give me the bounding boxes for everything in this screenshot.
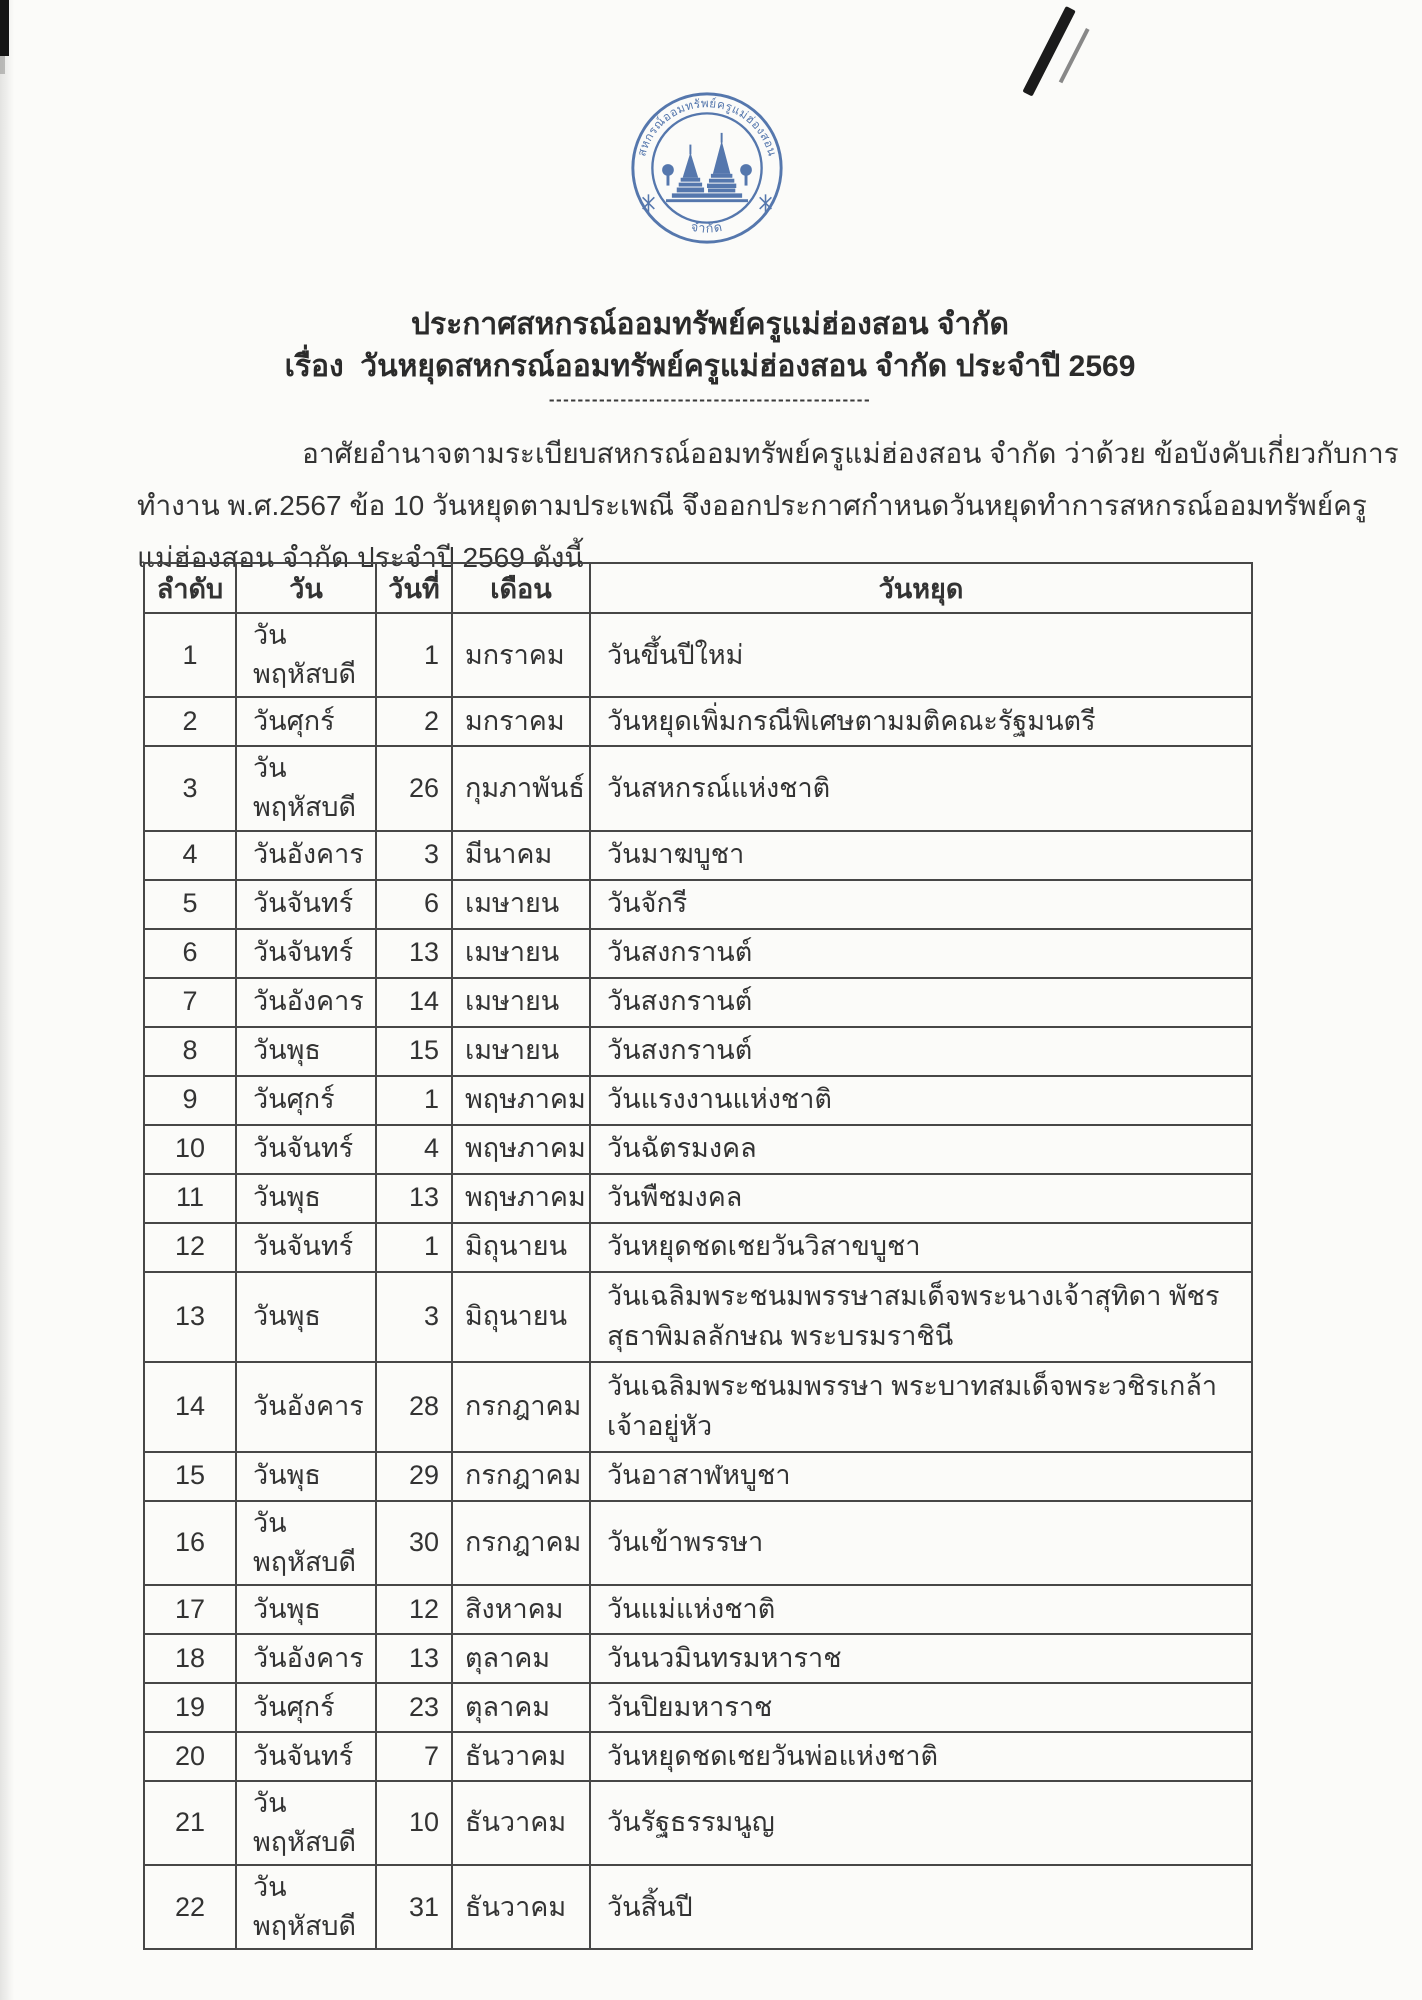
cell-date: 3 <box>376 1272 452 1362</box>
table-row <box>144 1027 1252 1076</box>
cell-holiday: วันเฉลิมพระชนมพรรษาสมเด็จพระนางเจ้าสุทิดา พัชรสุธาพิมลลักษณ พระบรมราชินี <box>590 1272 1252 1362</box>
cell-month: พฤษภาคม <box>452 1125 590 1174</box>
cell-month: พฤษภาคม <box>452 1174 590 1223</box>
cell-holiday: วันหยุดเพิ่มกรณีพิเศษตามมติคณะรัฐมนตรี <box>590 697 1252 746</box>
table-row <box>144 613 1252 697</box>
cooperative-seal-logo <box>627 86 787 250</box>
cell-day: วันพฤหัสบดี <box>236 613 376 697</box>
cell-day: วันพฤหัสบดี <box>236 1865 376 1949</box>
cell-seq: 20 <box>144 1732 236 1781</box>
cell-seq: 7 <box>144 978 236 1027</box>
cell-holiday: วันแม่แห่งชาติ <box>590 1585 1252 1634</box>
cell-seq: 9 <box>144 1076 236 1125</box>
cell-month: กรกฎาคม <box>452 1362 590 1452</box>
cell-day: วันศุกร์ <box>236 1683 376 1732</box>
cell-day: วันพฤหัสบดี <box>236 746 376 830</box>
body-line: แม่ฮ่องสอน จำกัด ประจำปี 2569 ดังนี้ <box>137 542 584 573</box>
cell-day: วันจันทร์ <box>236 929 376 978</box>
cell-holiday: วันปิยมหาราช <box>590 1683 1252 1732</box>
announcement-subject: เรื่อง วันหยุดสหกรณ์ออมทรัพย์ครูแม่ฮ่องสอน จำกัด ประจำปี 2569 <box>284 350 1136 383</box>
cell-holiday: วันหยุดชดเชยวันพ่อแห่งชาติ <box>590 1732 1252 1781</box>
cell-holiday: วันมาฆบูชา <box>590 831 1252 880</box>
header-day: วัน <box>236 563 376 613</box>
page-fold-mark-thin <box>1059 28 1090 83</box>
cell-date: 13 <box>376 1634 452 1683</box>
table-row <box>144 1634 1252 1683</box>
cell-date: 29 <box>376 1452 452 1501</box>
header-row <box>144 563 1252 613</box>
cell-holiday: วันสิ้นปี <box>590 1865 1252 1949</box>
dashed-divider: --------------------------------------------- <box>548 390 872 409</box>
scan-edge-shadow <box>0 0 14 2000</box>
cell-date: 1 <box>376 1223 452 1272</box>
cell-day: วันพุธ <box>236 1174 376 1223</box>
table-row <box>144 697 1252 746</box>
cell-seq: 8 <box>144 1027 236 1076</box>
cell-month: ตุลาคม <box>452 1683 590 1732</box>
cell-date: 13 <box>376 1174 452 1223</box>
table-row <box>144 1865 1252 1949</box>
cell-date: 15 <box>376 1027 452 1076</box>
cell-month: สิงหาคม <box>452 1585 590 1634</box>
cell-day: วันอังคาร <box>236 978 376 1027</box>
cell-date: 3 <box>376 831 452 880</box>
cell-date: 1 <box>376 613 452 697</box>
cell-month: มีนาคม <box>452 831 590 880</box>
cell-holiday: วันจักรี <box>590 880 1252 929</box>
cell-day: วันพฤหัสบดี <box>236 1781 376 1865</box>
cell-day: วันจันทร์ <box>236 880 376 929</box>
cell-day: วันจันทร์ <box>236 1732 376 1781</box>
cell-month: ตุลาคม <box>452 1634 590 1683</box>
cell-seq: 13 <box>144 1272 236 1362</box>
cell-month: มิถุนายน <box>452 1272 590 1362</box>
cell-holiday: วันฉัตรมงคล <box>590 1125 1252 1174</box>
cell-holiday: วันสหกรณ์แห่งชาติ <box>590 746 1252 830</box>
cell-month: ธันวาคม <box>452 1781 590 1865</box>
cell-month: เมษายน <box>452 1027 590 1076</box>
cell-seq: 6 <box>144 929 236 978</box>
scan-corner-artifact-light <box>0 56 5 74</box>
announcement-title: ประกาศสหกรณ์ออมทรัพย์ครูแม่ฮ่องสอน จำกัด <box>410 308 1010 341</box>
table-row <box>144 1174 1252 1223</box>
cell-day: วันอังคาร <box>236 831 376 880</box>
header-holiday: วันหยุด <box>590 563 1252 613</box>
cell-month: มกราคม <box>452 613 590 697</box>
page-fold-mark <box>1022 6 1075 97</box>
header-date: วันที่ <box>376 563 452 613</box>
cell-seq: 5 <box>144 880 236 929</box>
cell-month: กุมภาพันธ์ <box>452 746 590 830</box>
seal-pagoda-art <box>662 133 752 202</box>
table-row <box>144 1223 1252 1272</box>
cell-day: วันจันทร์ <box>236 1223 376 1272</box>
cell-day: วันอังคาร <box>236 1362 376 1452</box>
cell-day: วันศุกร์ <box>236 1076 376 1125</box>
cell-date: 26 <box>376 746 452 830</box>
cell-date: 12 <box>376 1585 452 1634</box>
header-seq: ลำดับ <box>144 563 236 613</box>
cell-holiday: วันสงกรานต์ <box>590 929 1252 978</box>
table-row <box>144 1272 1252 1362</box>
cell-holiday: วันรัฐธรรมนูญ <box>590 1781 1252 1865</box>
cell-seq: 1 <box>144 613 236 697</box>
cell-seq: 11 <box>144 1174 236 1223</box>
cell-seq: 15 <box>144 1452 236 1501</box>
seal-icon <box>627 86 787 250</box>
table-row <box>144 1125 1252 1174</box>
cell-date: 6 <box>376 880 452 929</box>
cell-month: กรกฎาคม <box>452 1501 590 1585</box>
table-row <box>144 880 1252 929</box>
cell-day: วันจันทร์ <box>236 1125 376 1174</box>
cell-date: 13 <box>376 929 452 978</box>
cell-seq: 19 <box>144 1683 236 1732</box>
cell-day: วันอังคาร <box>236 1634 376 1683</box>
cell-holiday: วันสงกรานต์ <box>590 978 1252 1027</box>
table-row <box>144 831 1252 880</box>
cell-date: 2 <box>376 697 452 746</box>
table-row <box>144 746 1252 830</box>
body-line: อาศัยอำนาจตามระเบียบสหกรณ์ออมทรัพย์ครูแม่ฮ่องสอน จำกัด ว่าด้วย ข้อบังคับเกี่ยวกับการ <box>302 438 1399 469</box>
svg-text:จำกัด <box>690 220 724 236</box>
cell-holiday: วันเฉลิมพระชนมพรรษา พระบาทสมเด็จพระวชิรเกล้า เจ้าอยู่หัว <box>590 1362 1252 1452</box>
cell-month: ธันวาคม <box>452 1865 590 1949</box>
cell-seq: 17 <box>144 1585 236 1634</box>
cell-seq: 14 <box>144 1362 236 1452</box>
cell-seq: 16 <box>144 1501 236 1585</box>
cell-seq: 18 <box>144 1634 236 1683</box>
cell-holiday: วันหยุดชดเชยวันวิสาขบูชา <box>590 1223 1252 1272</box>
cell-date: 4 <box>376 1125 452 1174</box>
cell-month: เมษายน <box>452 929 590 978</box>
title-block <box>80 304 1340 388</box>
cell-holiday: วันอาสาฬหบูชา <box>590 1452 1252 1501</box>
cell-day: วันพุธ <box>236 1272 376 1362</box>
cell-seq: 12 <box>144 1223 236 1272</box>
cell-seq: 4 <box>144 831 236 880</box>
cell-month: พฤษภาคม <box>452 1076 590 1125</box>
cell-date: 23 <box>376 1683 452 1732</box>
cell-day: วันพุธ <box>236 1452 376 1501</box>
cell-day: วันศุกร์ <box>236 697 376 746</box>
cell-date: 31 <box>376 1865 452 1949</box>
cell-holiday: วันแรงงานแห่งชาติ <box>590 1076 1252 1125</box>
cell-holiday: วันสงกรานต์ <box>590 1027 1252 1076</box>
cell-date: 7 <box>376 1732 452 1781</box>
table-row <box>144 978 1252 1027</box>
header-month: เดือน <box>452 563 590 613</box>
cell-date: 1 <box>376 1076 452 1125</box>
body-line: ทำงาน พ.ศ.2567 ข้อ 10 วันหยุดตามประเพณี จึงออกประกาศกำหนดวันหยุดทำการสหกรณ์ออมทรัพย์ครู <box>137 490 1367 521</box>
cell-day: วันพุธ <box>236 1027 376 1076</box>
cell-seq: 2 <box>144 697 236 746</box>
cell-month: กรกฎาคม <box>452 1452 590 1501</box>
holiday-table-body <box>144 613 1252 1949</box>
cell-holiday: วันพืชมงคล <box>590 1174 1252 1223</box>
table-row <box>144 1362 1252 1452</box>
table-row <box>144 1452 1252 1501</box>
cell-date: 28 <box>376 1362 452 1452</box>
cell-month: ธันวาคม <box>452 1732 590 1781</box>
holiday-table <box>143 562 1253 1950</box>
cell-seq: 10 <box>144 1125 236 1174</box>
table-row <box>144 1585 1252 1634</box>
cell-day: วันพฤหัสบดี <box>236 1501 376 1585</box>
cell-seq: 21 <box>144 1781 236 1865</box>
seal-ring-text-bottom: จำกัด <box>689 219 725 236</box>
seal-ring-text-top: สหกรณ์ออมทรัพย์ครูแม่ฮ่องสอน <box>635 97 779 158</box>
cell-month: เมษายน <box>452 978 590 1027</box>
table-row <box>144 1781 1252 1865</box>
cell-day: วันพุธ <box>236 1585 376 1634</box>
cell-seq: 3 <box>144 746 236 830</box>
cell-holiday: วันเข้าพรรษา <box>590 1501 1252 1585</box>
table-row <box>144 1732 1252 1781</box>
cell-date: 14 <box>376 978 452 1027</box>
table-row <box>144 1683 1252 1732</box>
cell-date: 10 <box>376 1781 452 1865</box>
table-row <box>144 1501 1252 1585</box>
table-row <box>144 1076 1252 1125</box>
cell-holiday: วันขึ้นปีใหม่ <box>590 613 1252 697</box>
cell-month: เมษายน <box>452 880 590 929</box>
cell-month: มกราคม <box>452 697 590 746</box>
cell-month: มิถุนายน <box>452 1223 590 1272</box>
cell-date: 30 <box>376 1501 452 1585</box>
table-row <box>144 929 1252 978</box>
body-paragraph <box>137 428 1399 584</box>
holiday-table-head <box>144 563 1252 613</box>
cell-holiday: วันนวมินทรมหาราช <box>590 1634 1252 1683</box>
cell-seq: 22 <box>144 1865 236 1949</box>
scan-corner-artifact <box>0 0 9 56</box>
